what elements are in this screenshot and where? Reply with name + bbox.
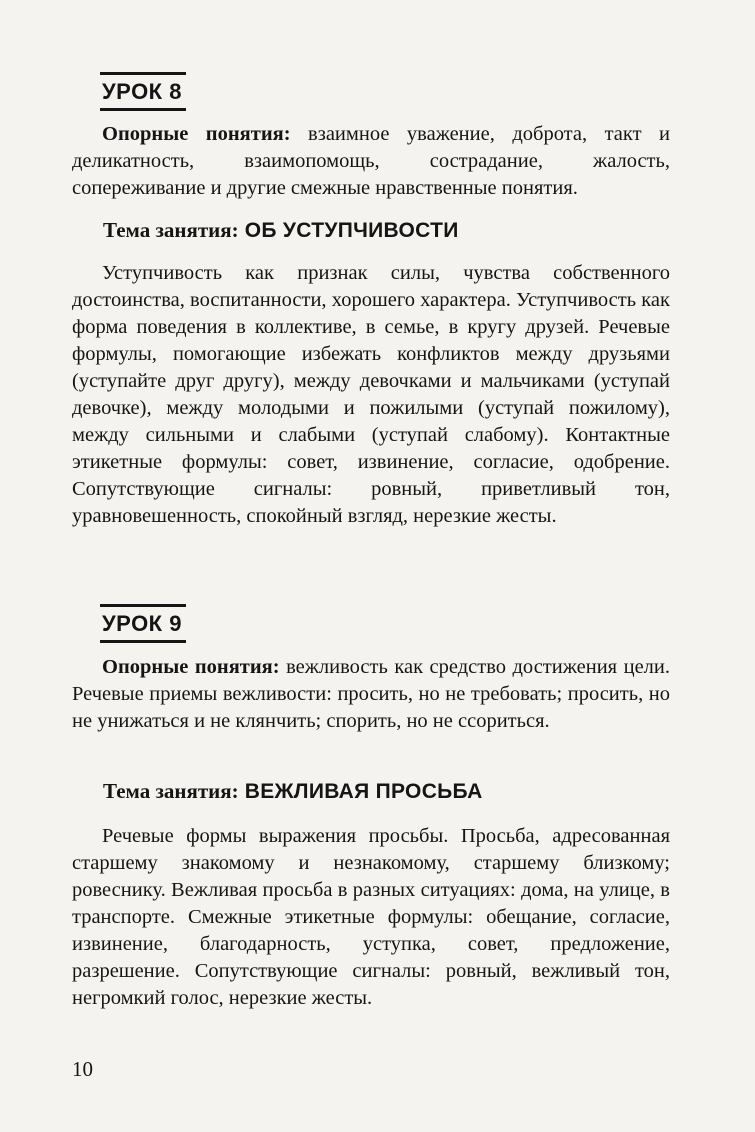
lesson-9-key-concepts xyxy=(72,654,670,735)
lesson-9-topic xyxy=(103,777,483,806)
lesson-9-key-concepts-text: вежливость как средство достижения цели. Речевые приемы вежливости: просить, но не требовать; просить, но не унижаться и не клянчить; спорить, но не ссориться. xyxy=(72,656,670,732)
lesson-8-topic-title: ОБ УСТУПЧИВОСТИ xyxy=(238,219,459,242)
lesson-9-body: Речевые формы выражения просьбы. Просьба, адресованная старшему знакомому и незнакомому, старшему близкому; ровеснику. Вежливая просьба в разных ситуациях: дома, на улице, в транспорте. Смежные этикетные формулы: обещание, согласие, извинение, благодарность, уступка, совет, предложение, разрешение. Сопутствующие сигналы: ровный, вежливый тон, негромкий голос, нерезкие жесты. xyxy=(72,825,670,1009)
lesson-8-key-concepts-label: Опорные понятия: xyxy=(102,123,291,145)
lesson-8-topic-label: Тема занятия: xyxy=(103,218,239,242)
lesson-9-label: УРОК 9 xyxy=(102,611,182,636)
lesson-8-key-concepts xyxy=(72,121,670,202)
lesson-8-key-concepts-text: взаимное уважение, доброта, такт и деликатность, взаимопомощь, сострадание, жалость, сопереживание и другие смежные нравственные понятия. xyxy=(72,123,670,199)
page-number: 10 xyxy=(72,1057,93,1081)
lesson-9-key-concepts-label: Опорные понятия: xyxy=(102,656,280,678)
lesson-8-label: УРОК 8 xyxy=(102,79,182,104)
lesson-9-topic-label: Тема занятия: xyxy=(103,779,239,803)
lesson-8-topic xyxy=(103,216,459,245)
lesson-9-topic-title: ВЕЖЛИВАЯ ПРОСЬБА xyxy=(238,780,483,803)
lesson-8-body: Уступчивость как признак силы, чувства собственного достоинства, воспитанности, хорошего характера. Уступчивость как форма поведения в коллективе, в семье, в кругу друзей. Речевые формулы, помогающие избежать конфликтов между друзьями (уступайте друг другу), между девочками и мальчиками (уступай девочке), между молодыми и пожилыми (уступай пожилому), между сильными и слабыми (уступай слабому). Контактные этикетные формулы: совет, извинение, согласие, одобрение. Сопутствующие сигналы: ровный, приветливый тон, уравновешенность, спокойный взгляд, нерезкие жесты. xyxy=(72,262,670,527)
lesson-8-heading xyxy=(100,72,186,111)
lesson-9-heading xyxy=(100,604,186,643)
